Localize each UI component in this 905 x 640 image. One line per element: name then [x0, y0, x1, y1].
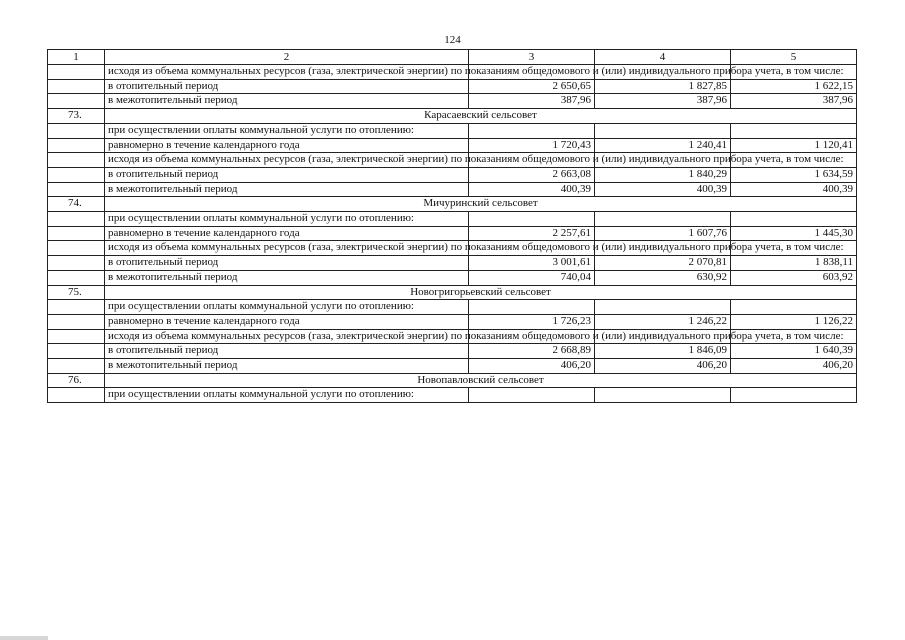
description-cell: равномерно в течение календарного года [105, 314, 469, 329]
value-cell-col4 [595, 300, 731, 315]
value-cell-col5: 1 120,41 [731, 138, 857, 153]
value-cell-col4 [595, 123, 731, 138]
value-cell-col3: 1 726,23 [469, 314, 595, 329]
row-number-cell [48, 65, 105, 80]
page-number: 124 [444, 34, 461, 46]
value-cell-col4: 1 827,85 [595, 79, 731, 94]
row-number-cell [48, 226, 105, 241]
description-cell: исходя из объема коммунальных ресурсов (газа, электрической энергии) по показаниям общедомового и (или) индивидуального прибора учета, в том числе: [105, 65, 469, 80]
value-cell-col3: 400,39 [469, 182, 595, 197]
table-row [48, 314, 857, 329]
description-cell: в межотопительный период [105, 270, 469, 285]
table-header-row [48, 50, 857, 65]
value-cell-col5: 603,92 [731, 270, 857, 285]
value-cell-col3 [469, 388, 595, 403]
row-number-cell [48, 329, 105, 344]
table-row [48, 153, 857, 168]
value-cell-col4: 400,39 [595, 182, 731, 197]
value-cell-col5: 400,39 [731, 182, 857, 197]
row-number-cell [48, 388, 105, 403]
description-cell: в межотопительный период [105, 94, 469, 109]
row-number-cell [48, 138, 105, 153]
row-number-cell [48, 94, 105, 109]
table-row [48, 359, 857, 374]
section-row [48, 197, 857, 212]
description-cell: исходя из объема коммунальных ресурсов (газа, электрической энергии) по показаниям общедомового и (или) индивидуального прибора учета, в том числе: [105, 153, 469, 168]
table-row [48, 79, 857, 94]
value-cell-col3: 740,04 [469, 270, 595, 285]
table-row [48, 256, 857, 271]
description-cell: при осуществлении оплаты коммунальной услуги по отоплению: [105, 212, 469, 227]
value-cell-col5: 1 622,15 [731, 79, 857, 94]
value-cell-col4: 387,96 [595, 94, 731, 109]
section-number: 76. [48, 373, 105, 388]
description-cell: в отопительный период [105, 344, 469, 359]
section-number: 74. [48, 197, 105, 212]
value-cell-col5: 406,20 [731, 359, 857, 374]
table-row [48, 138, 857, 153]
row-number-cell [48, 167, 105, 182]
row-number-cell [48, 153, 105, 168]
column-header-2: 2 [105, 50, 469, 65]
value-cell-col3: 2 668,89 [469, 344, 595, 359]
value-cell-col3: 2 650,65 [469, 79, 595, 94]
section-title: Карасаевский сельсовет [105, 109, 857, 124]
row-number-cell [48, 256, 105, 271]
value-cell-col5: 1 445,30 [731, 226, 857, 241]
value-cell-col3 [469, 123, 595, 138]
description-cell: в отопительный период [105, 256, 469, 271]
value-cell-col5 [731, 212, 857, 227]
value-cell-col3: 2 663,08 [469, 167, 595, 182]
description-cell: в межотопительный период [105, 182, 469, 197]
value-cell-col5: 1 634,59 [731, 167, 857, 182]
value-cell-col5 [731, 388, 857, 403]
value-cell-col3: 406,20 [469, 359, 595, 374]
table-row [48, 226, 857, 241]
value-cell-col4: 1 246,22 [595, 314, 731, 329]
column-header-1: 1 [48, 50, 105, 65]
value-cell-col5 [731, 300, 857, 315]
section-title: Новопавловский сельсовет [105, 373, 857, 388]
table-row [48, 270, 857, 285]
table-row [48, 329, 857, 344]
value-cell-col3: 387,96 [469, 94, 595, 109]
row-number-cell [48, 79, 105, 94]
table-row [48, 123, 857, 138]
table-row [48, 241, 857, 256]
description-cell: в межотопительный период [105, 359, 469, 374]
description-cell: равномерно в течение календарного года [105, 226, 469, 241]
value-cell-col3 [469, 212, 595, 227]
table-row [48, 182, 857, 197]
description-cell: исходя из объема коммунальных ресурсов (газа, электрической энергии) по показаниям общедомового и (или) индивидуального прибора учета, в том числе: [105, 241, 469, 256]
table-row [48, 94, 857, 109]
scan-edge-mark [0, 636, 48, 640]
row-number-cell [48, 359, 105, 374]
column-header-4: 4 [595, 50, 731, 65]
value-cell-col3: 1 720,43 [469, 138, 595, 153]
tariff-table [47, 49, 857, 403]
description-cell: в отопительный период [105, 167, 469, 182]
row-number-cell [48, 270, 105, 285]
description-cell: исходя из объема коммунальных ресурсов (газа, электрической энергии) по показаниям общедомового и (или) индивидуального прибора учета, в том числе: [105, 329, 469, 344]
value-cell-col4: 1 840,29 [595, 167, 731, 182]
description-cell: при осуществлении оплаты коммунальной услуги по отоплению: [105, 123, 469, 138]
value-cell-col4 [595, 388, 731, 403]
value-cell-col3 [469, 300, 595, 315]
value-cell-col3: 2 257,61 [469, 226, 595, 241]
value-cell-col4: 2 070,81 [595, 256, 731, 271]
row-number-cell [48, 344, 105, 359]
value-cell-col4: 1 240,41 [595, 138, 731, 153]
table-row [48, 300, 857, 315]
row-number-cell [48, 182, 105, 197]
table-row [48, 167, 857, 182]
table-row [48, 344, 857, 359]
row-number-cell [48, 212, 105, 227]
row-number-cell [48, 314, 105, 329]
table-row [48, 388, 857, 403]
table-row [48, 212, 857, 227]
description-cell: при осуществлении оплаты коммунальной услуги по отоплению: [105, 300, 469, 315]
value-cell-col4: 1 607,76 [595, 226, 731, 241]
value-cell-col4 [595, 212, 731, 227]
row-number-cell [48, 300, 105, 315]
value-cell-col5: 1 640,39 [731, 344, 857, 359]
value-cell-col5: 387,96 [731, 94, 857, 109]
value-cell-col3: 3 001,61 [469, 256, 595, 271]
column-header-3: 3 [469, 50, 595, 65]
value-cell-col5: 1 838,11 [731, 256, 857, 271]
section-row [48, 285, 857, 300]
section-title: Мичуринский сельсовет [105, 197, 857, 212]
table-row [48, 65, 857, 80]
column-header-5: 5 [731, 50, 857, 65]
value-cell-col4: 630,92 [595, 270, 731, 285]
section-number: 75. [48, 285, 105, 300]
value-cell-col4: 1 846,09 [595, 344, 731, 359]
section-number: 73. [48, 109, 105, 124]
section-row [48, 109, 857, 124]
description-cell: при осуществлении оплаты коммунальной услуги по отоплению: [105, 388, 469, 403]
row-number-cell [48, 241, 105, 256]
section-row [48, 373, 857, 388]
section-title: Новогригорьевский сельсовет [105, 285, 857, 300]
description-cell: в отопительный период [105, 79, 469, 94]
row-number-cell [48, 123, 105, 138]
value-cell-col4: 406,20 [595, 359, 731, 374]
value-cell-col5 [731, 123, 857, 138]
description-cell: равномерно в течение календарного года [105, 138, 469, 153]
value-cell-col5: 1 126,22 [731, 314, 857, 329]
